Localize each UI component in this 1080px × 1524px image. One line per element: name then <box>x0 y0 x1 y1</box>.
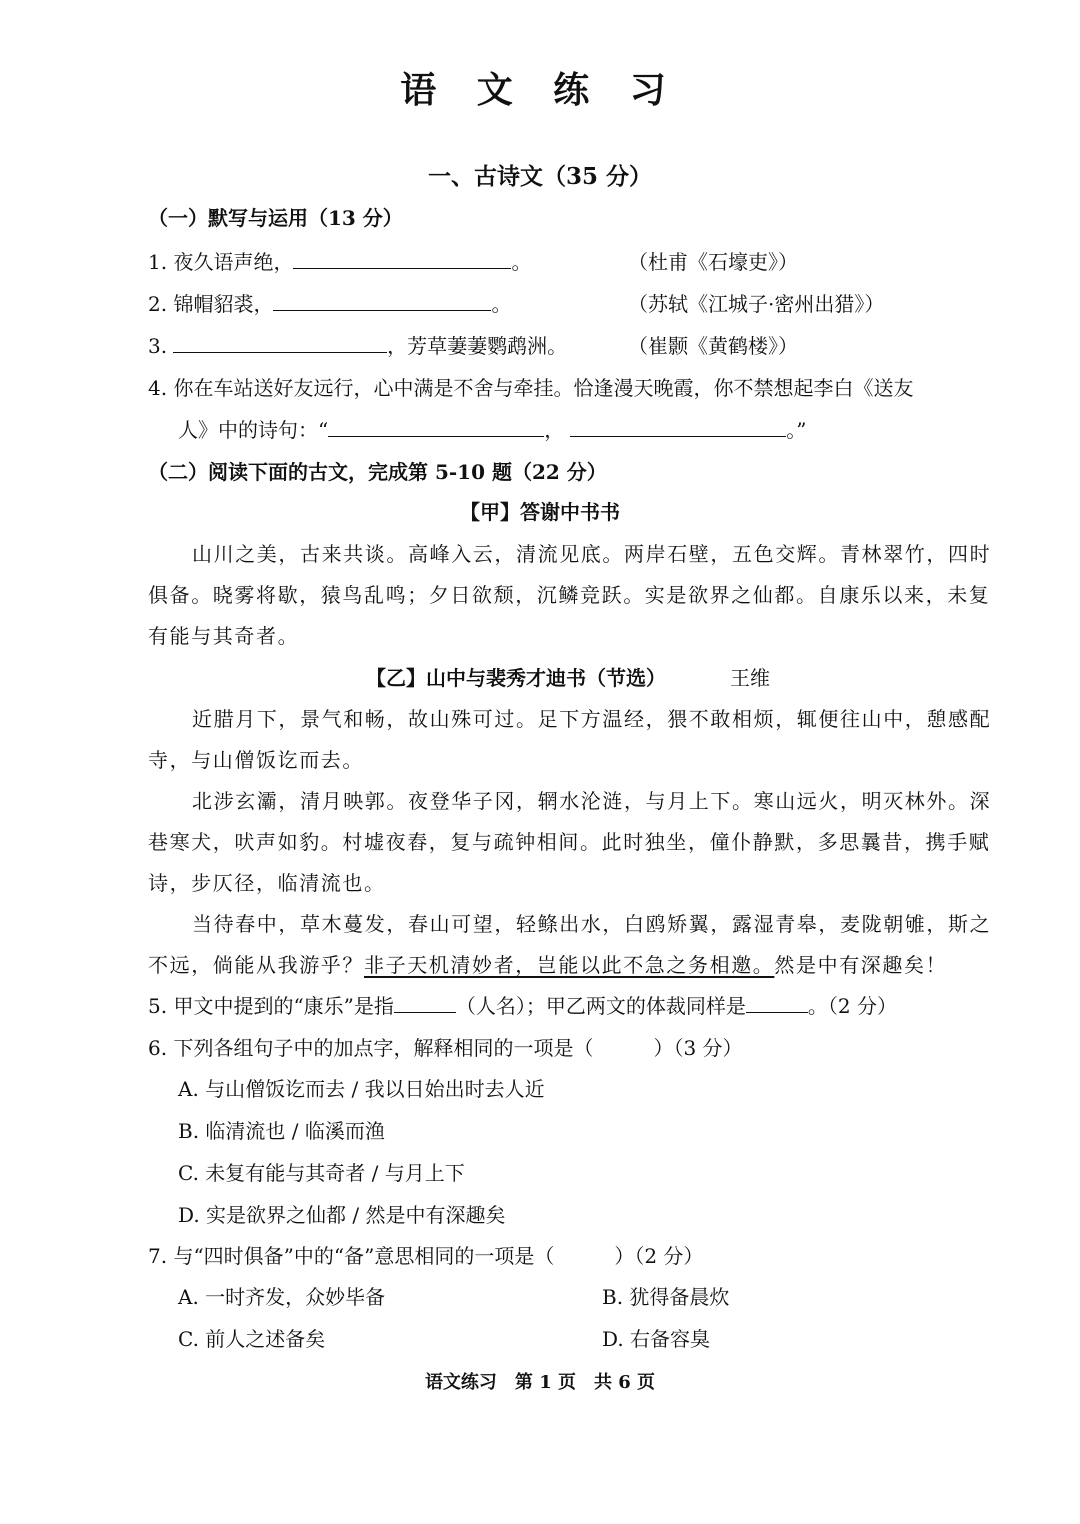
question-7-stem: 7. 与“四时俱备”中的“备”意思相同的一项是（ ）（2 分） <box>148 1244 704 1268</box>
question-2-source: （苏轼《江城子·密州出猎》） <box>628 292 885 316</box>
question-7-option-a[interactable]: A. 一时齐发，众妙毕备 <box>178 1285 386 1309</box>
answer-blank[interactable] <box>746 990 808 1013</box>
question-4-line2: 人》中的诗句：“ ， 。” <box>178 414 806 443</box>
text-yi-line: 不远，倘能从我游乎？非子天机清妙者，岂能以此不急之务相邀。然是中有深趣矣！ <box>148 953 948 977</box>
question-7-option-b[interactable]: B. 犹得备晨炊 <box>602 1285 730 1309</box>
question-3: 3. ，芳草萋萋鹦鹉洲。 <box>148 330 567 359</box>
answer-blank[interactable] <box>293 246 511 269</box>
text-yi-line: 近腊月下，景气和畅，故山殊可过。足下方温经，猥不敢相烦，辄便往山中，憩感配 <box>192 707 992 731</box>
question-2: 2. 锦帽貂裘， 。 <box>148 288 511 317</box>
answer-blank[interactable] <box>273 288 491 311</box>
answer-blank[interactable] <box>570 414 786 437</box>
question-3-source: （崔颢《黄鹤楼》） <box>628 334 798 358</box>
underlined-sentence: 非子天机清妙者，岂能以此不急之务相邀。 <box>364 953 775 977</box>
text-yi-line: 诗，步仄径，临清流也。 <box>148 871 386 895</box>
page-footer: 语文练习 第 1 页 共 6 页 <box>424 1372 656 1393</box>
text-jia-line: 山川之美，古来共谈。高峰入云，清流见底。两岸石壁，五色交辉。青林翠竹，四时 <box>192 542 992 566</box>
text-yi-line: 当待春中，草木蔓发，春山可望，轻鲦出水，白鸥矫翼，露湿青皋，麦陇朝雊，斯之 <box>192 912 992 936</box>
question-6-option-b[interactable]: B. 临清流也 / 临溪而渔 <box>178 1119 385 1143</box>
question-6-option-c[interactable]: C. 未复有能与其奇者 / 与月上下 <box>178 1161 465 1185</box>
question-4-line1: 4. 你在车站送好友远行，心中满是不舍与牵挂。恰逢漫天晚霞，你不禁想起李白《送友 <box>148 376 914 400</box>
text-jia-title: 【甲】答谢中书书 <box>460 500 620 524</box>
text-yi-line: 寺，与山僧饭讫而去。 <box>148 748 364 772</box>
question-7-option-d[interactable]: D. 右备容臭 <box>602 1327 711 1351</box>
text-yi-line: 巷寒犬，吠声如豹。村墟夜舂，复与疏钟相间。此时独坐，僮仆静默，多思曩昔，携手赋 <box>148 830 991 854</box>
question-1-source: （杜甫《石壕吏》） <box>628 250 798 274</box>
question-7-option-c[interactable]: C. 前人之述备矣 <box>178 1327 326 1351</box>
answer-blank[interactable] <box>394 990 456 1013</box>
text-yi-line: 北涉玄灞，清月映郭。夜登华子冈，辋水沦涟，与月上下。寒山远火，明灭林外。深 <box>192 789 992 813</box>
text-yi-title: 【乙】山中与裴秀才迪书（节选） <box>366 666 666 690</box>
part2-heading: （二）阅读下面的古文，完成第 5-10 题（22 分） <box>148 460 607 484</box>
question-6-stem: 6. 下列各组句子中的加点字，解释相同的一项是（ ）（3 分） <box>148 1036 743 1060</box>
question-6-option-d[interactable]: D. 实是欲界之仙都 / 然是中有深趣矣 <box>178 1203 506 1227</box>
part1-heading: （一）默写与运用（13 分） <box>148 206 403 230</box>
question-1: 1. 夜久语声绝， 。 <box>148 246 531 275</box>
answer-blank[interactable] <box>173 330 387 353</box>
text-jia-line: 俱备。晓雾将歇，猿鸟乱鸣；夕日欲颓，沉鳞竞跃。实是欲界之仙都。自康乐以来，未复 <box>148 583 991 607</box>
answer-blank[interactable] <box>328 414 544 437</box>
text-jia-line: 有能与其奇者。 <box>148 624 300 648</box>
page-title: 语 文 练 习 <box>400 69 680 111</box>
text-yi-author: 王维 <box>730 666 770 690</box>
section-heading: 一、古诗文（35 分） <box>427 163 652 190</box>
question-6-option-a[interactable]: A. 与山僧饭讫而去 / 我以日始出时去人近 <box>178 1077 545 1101</box>
question-5: 5. 甲文中提到的“康乐”是指 （人名）；甲乙两文的体裁同样是 。（2 分） <box>148 990 897 1019</box>
